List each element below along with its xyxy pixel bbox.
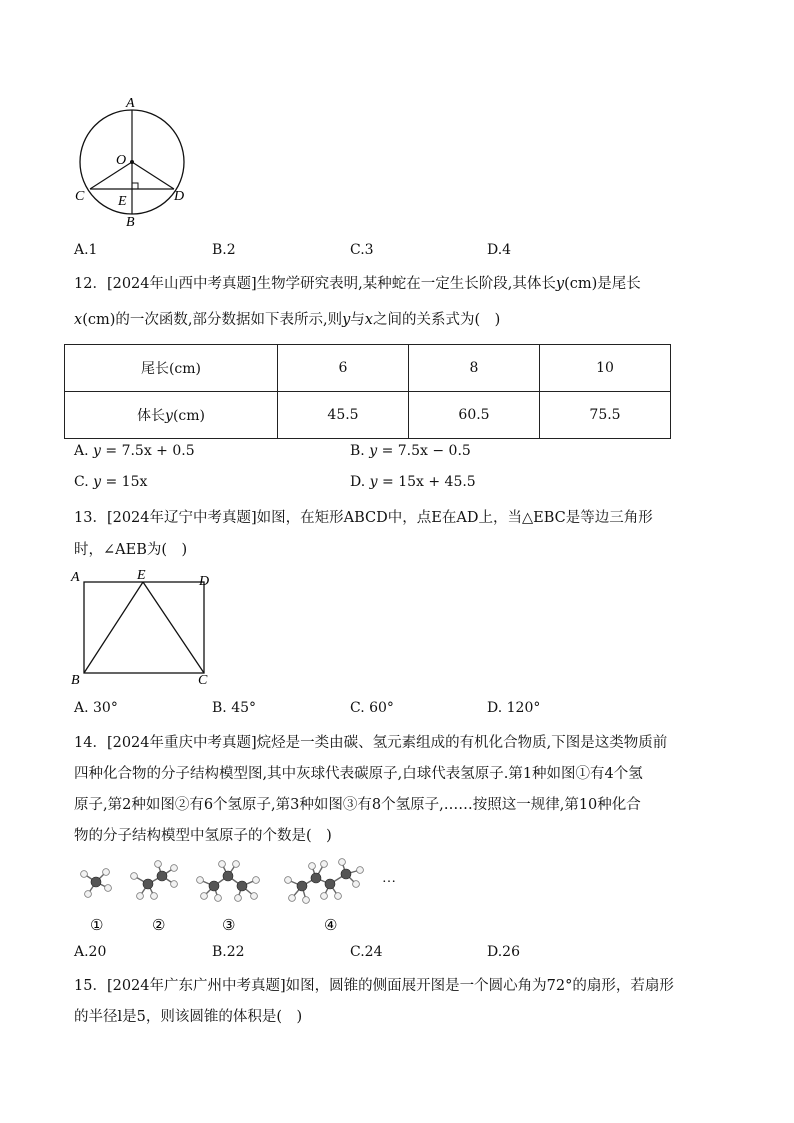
q12-option-d[interactable]: D. y = 15x + 45.5 bbox=[350, 474, 476, 490]
q11-option-a[interactable]: A.1 bbox=[74, 242, 98, 258]
label-a: A bbox=[71, 570, 80, 585]
label-c: C bbox=[198, 673, 208, 688]
label-b: B bbox=[71, 673, 80, 688]
model-label-4: ④ bbox=[324, 918, 338, 934]
right-angle-mark bbox=[132, 183, 138, 189]
segment-eb bbox=[84, 582, 143, 673]
label-a: A bbox=[126, 96, 135, 111]
table-cell: 8 bbox=[409, 345, 540, 392]
table-cell: 60.5 bbox=[409, 392, 540, 439]
q14-option-d[interactable]: D.26 bbox=[487, 944, 520, 960]
q15-line2: 的半径l是5，则该圆锥的体积是( ) bbox=[74, 1009, 303, 1025]
q12-option-c[interactable]: C. y = 15x bbox=[74, 474, 148, 490]
table-row bbox=[65, 392, 671, 439]
q14-option-b[interactable]: B.22 bbox=[212, 944, 245, 960]
table-cell: 6 bbox=[278, 345, 409, 392]
q11-option-d[interactable]: D.4 bbox=[487, 242, 512, 258]
table-cell: 体长y(cm) bbox=[65, 392, 278, 439]
q12-data-table bbox=[64, 344, 671, 439]
q14-line2: 四种化合物的分子结构模型图,其中灰球代表碳原子,白球代表氢原子.第1种如图①有4个氢 bbox=[74, 766, 643, 782]
table-cell: 尾长(cm) bbox=[65, 345, 278, 392]
table-cell: 10 bbox=[540, 345, 671, 392]
q13-option-b[interactable]: B. 45° bbox=[212, 700, 257, 716]
label-e: E bbox=[118, 194, 127, 209]
q12-option-a[interactable]: A. y = 7.5x + 0.5 bbox=[74, 443, 195, 459]
table-row bbox=[65, 345, 671, 392]
q13-option-c[interactable]: C. 60° bbox=[350, 700, 394, 716]
q13-option-d[interactable]: D. 120° bbox=[487, 700, 541, 716]
q14-line3: 原子,第2种如图②有6个氢原子,第3种如图③有8个氢原子,……按照这一规律,第10种化合 bbox=[74, 797, 641, 813]
q12-line1: 12．[2024年山西中考真题]生物学研究表明,某种蛇在一定生长阶段,其体长y(cm)是尾长 bbox=[74, 276, 641, 292]
q13-line1: 13．[2024年辽宁中考真题]如图，在矩形ABCD中，点E在AD上，当△EBC是等边三角形 bbox=[74, 510, 653, 526]
q12-option-b[interactable]: B. y = 7.5x − 0.5 bbox=[350, 443, 471, 459]
rectangle-figure bbox=[68, 566, 223, 690]
q14-line4: 物的分子结构模型中氢原子的个数是( ) bbox=[74, 828, 332, 844]
ellipsis: … bbox=[382, 871, 396, 886]
label-o: O bbox=[116, 153, 127, 168]
q14-line1: 14．[2024年重庆中考真题]烷烃是一类由碳、氢元素组成的有机化合物质,下图是这类物质前 bbox=[74, 735, 668, 751]
q11-option-c[interactable]: C.3 bbox=[350, 242, 374, 258]
table-cell: 45.5 bbox=[278, 392, 409, 439]
center-point bbox=[130, 160, 134, 164]
label-b: B bbox=[126, 215, 135, 229]
label-e: E bbox=[137, 568, 146, 583]
q13-option-a[interactable]: A. 30° bbox=[74, 700, 118, 716]
molecule-models bbox=[66, 850, 406, 938]
segment-ec bbox=[143, 582, 204, 673]
q13-line2: 时，∠AEB为( ) bbox=[74, 542, 188, 558]
q12-line2: x(cm)的一次函数,部分数据如下表所示,则y与x之间的关系式为( ) bbox=[74, 312, 501, 328]
q14-option-c[interactable]: C.24 bbox=[350, 944, 383, 960]
q15-line1: 15．[2024年广东广州中考真题]如图，圆锥的侧面展开图是一个圆心角为72°的扇形，若扇形 bbox=[74, 978, 674, 994]
label-c: C bbox=[75, 189, 85, 204]
table-cell: 75.5 bbox=[540, 392, 671, 439]
circle-figure bbox=[70, 94, 195, 229]
q11-option-b[interactable]: B.2 bbox=[212, 242, 236, 258]
rectangle-abcd bbox=[84, 582, 204, 673]
label-d: D bbox=[199, 574, 210, 589]
q14-option-a[interactable]: A.20 bbox=[74, 944, 107, 960]
label-d: D bbox=[174, 189, 185, 204]
model-label-1: ① bbox=[90, 918, 104, 934]
model-label-2: ② bbox=[152, 918, 166, 934]
model-label-3: ③ bbox=[222, 918, 236, 934]
